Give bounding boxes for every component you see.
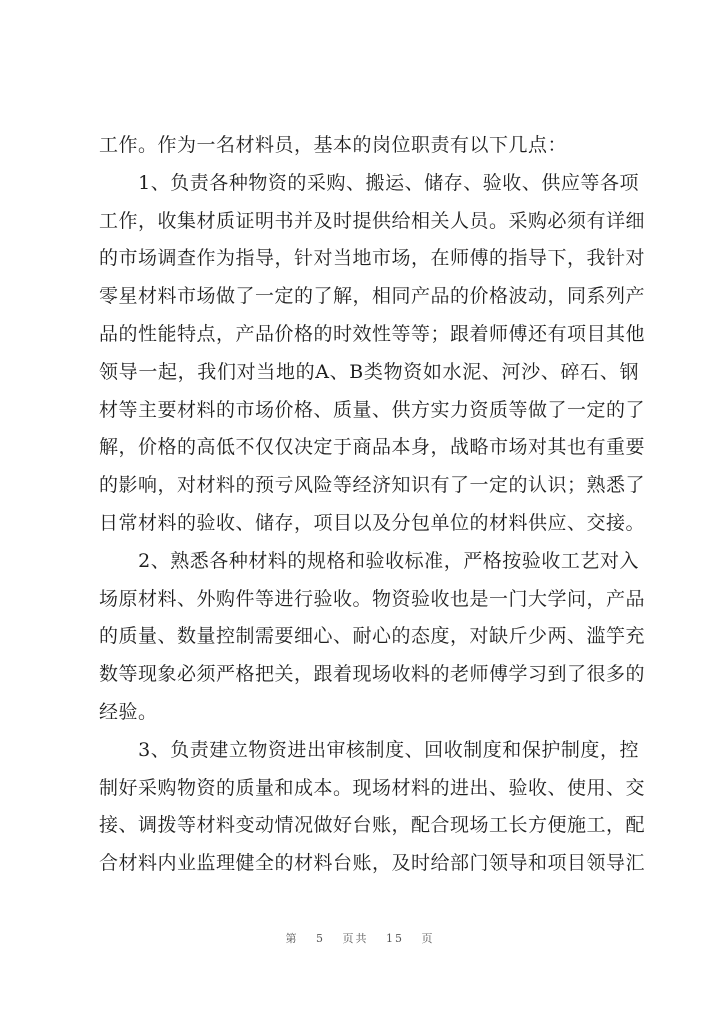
footer-total-pages: 15 — [386, 932, 404, 945]
text-line: 品的性能特点，产品价格的时效性等等；跟着师傅还有项目其他 — [99, 322, 646, 345]
text-line: 数等现象必须严格把关，跟着现场收料的老师傅学习到了很多的 — [99, 663, 646, 686]
text-line: 的市场调查作为指导，针对当地市场，在师傅的指导下，我针对 — [99, 247, 646, 270]
text-line: 日常材料的验收、储存，项目以及分包单位的材料供应、交接。 — [99, 511, 646, 534]
body-text — [99, 127, 646, 883]
footer-prefix: 第 — [285, 932, 299, 945]
text-line: 领导一起，我们对当地的A、B类物资如水泥、河沙、碎石、钢 — [99, 360, 639, 383]
text-line: 场原材料、外购件等进行验收。物资验收也是一门大学问，产品 — [99, 587, 646, 610]
text-line: 3、负责建立物资进出审核制度、回收制度和保护制度，控 — [99, 738, 639, 761]
text-line: 经验。 — [99, 700, 158, 723]
text-line: 工作，收集材质证明书并及时提供给相关人员。采购必须有详细 — [99, 209, 646, 232]
text-line: 制好采购物资的质量和成本。现场材料的进出、验收、使用、交 — [99, 776, 646, 799]
text-line: 合材料内业监理健全的材料台账，及时给部门领导和项目领导汇 — [99, 852, 646, 875]
footer-suffix: 页 — [421, 932, 435, 945]
text-line: 接、调拨等材料变动情况做好台账，配合现场工长方便施工，配 — [99, 814, 646, 837]
text-line: 的影响，对材料的预亏风险等经济知识有了一定的认识；熟悉了 — [99, 474, 646, 497]
text-line: 的质量、数量控制需要细心、耐心的态度，对缺斤少两、滥竽充 — [99, 625, 646, 648]
footer-page-number: 5 — [316, 932, 325, 945]
page-footer — [0, 930, 720, 946]
text-line: 零星材料市场做了一定的了解，相同产品的价格波动，同系列产 — [99, 285, 646, 308]
text-line: 1、负责各种物资的采购、搬运、储存、验收、供应等各项 — [99, 171, 639, 194]
text-line: 2、熟悉各种材料的规格和验收标准，严格按验收工艺对入 — [99, 549, 639, 572]
text-line: 材等主要材料的市场价格、质量、供方实力资质等做了一定的了 — [99, 398, 646, 421]
footer-middle: 页共 — [342, 932, 369, 945]
text-line: 工作。作为一名材料员，基本的岗位职责有以下几点： — [99, 134, 568, 156]
text-line: 解，价格的高低不仅仅决定于商品本身，战略市场对其也有重要 — [99, 436, 646, 459]
